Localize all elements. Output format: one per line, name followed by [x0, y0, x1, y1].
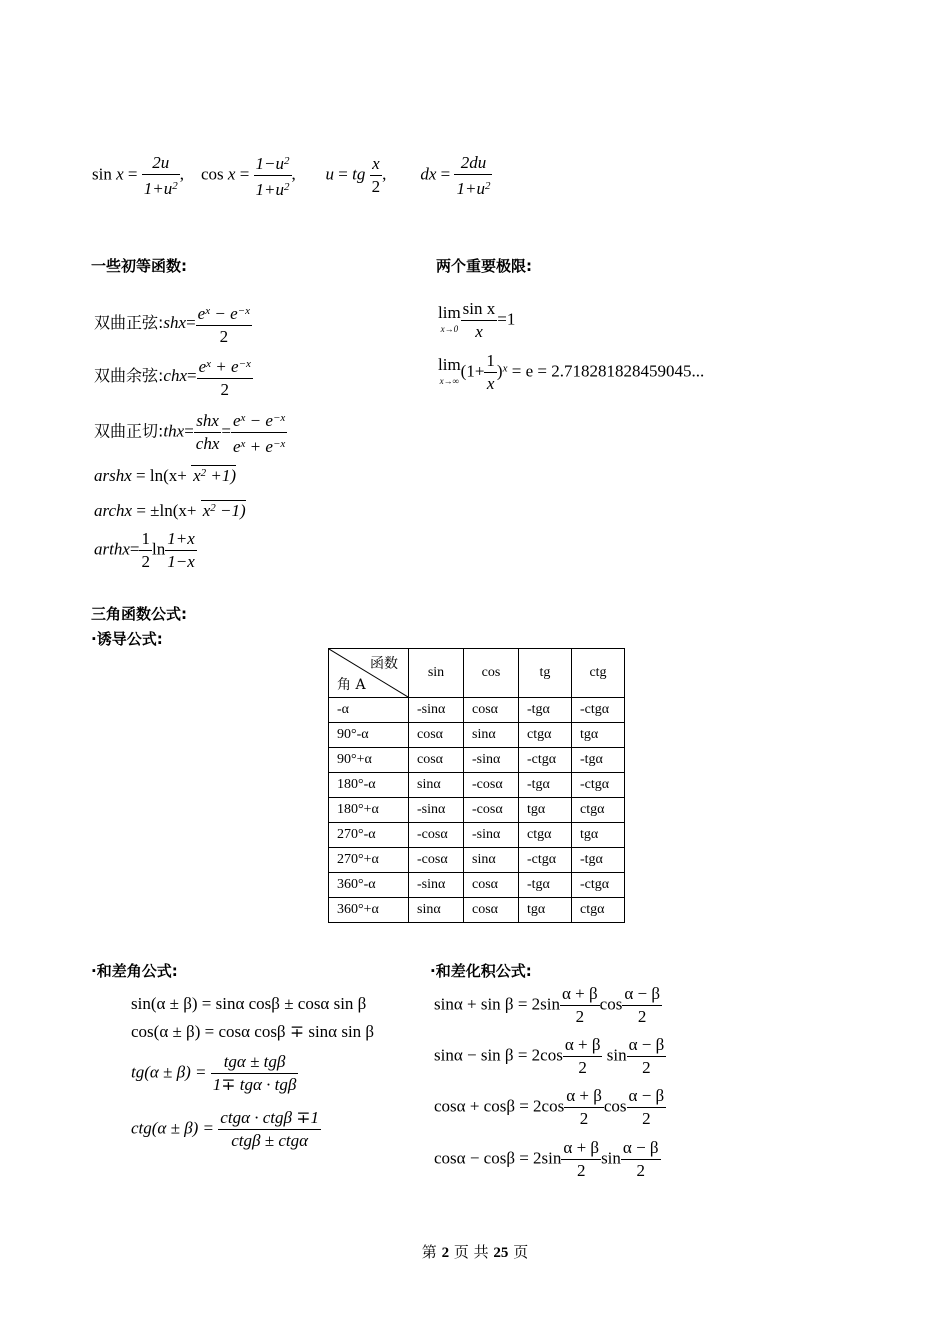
denominator: 2 — [642, 1109, 651, 1128]
sin-sum-formula: sin(α ± β) = sinα cosβ ± cosα sin β — [131, 994, 367, 1013]
heading-important-limits: 两个重要极限: — [436, 257, 532, 275]
angle-cell: 270°+α — [329, 848, 409, 873]
e: e — [231, 357, 239, 376]
denominator — [254, 176, 292, 201]
denominator: 2 — [576, 1161, 586, 1180]
lhs: ctg(α ± β) = — [131, 1118, 215, 1138]
denominator: 2 — [579, 1109, 589, 1128]
rhs: = e = 2.718281828459045... — [511, 361, 705, 381]
angle-cell: 270°-α — [329, 823, 409, 848]
heading-sum-to-product: ·和差化积公式: — [430, 962, 532, 980]
sum-product-formula-4 — [434, 1137, 661, 1182]
value-cell: ctgα — [519, 723, 572, 748]
numerator: α − β — [621, 1137, 661, 1160]
denominator: x — [486, 374, 495, 393]
exp: −x — [238, 358, 251, 370]
value-cell: sinα — [464, 848, 519, 873]
value-cell: -tgα — [519, 698, 572, 723]
value-cell: -cosα — [409, 823, 464, 848]
col-header-tg: tg — [519, 649, 572, 698]
den-text: 1+u — [143, 178, 173, 198]
sinh-fraction — [196, 300, 252, 348]
table-header-row — [329, 649, 625, 698]
half-fraction — [139, 528, 152, 573]
table-row — [329, 723, 625, 748]
numerator — [254, 150, 292, 176]
table-row — [329, 823, 625, 848]
angle-cell: 90°+α — [329, 748, 409, 773]
square: 2 — [200, 467, 207, 479]
value-cell: -tgα — [572, 748, 625, 773]
induction-table-body — [329, 649, 625, 923]
value-cell: -ctgα — [519, 848, 572, 873]
numerator: shx — [194, 410, 222, 433]
footer-prefix: 第 — [421, 1243, 437, 1261]
limit-sinx-over-x — [438, 298, 515, 343]
cos-label: cos — [200, 164, 224, 184]
weierstrass-substitution — [92, 150, 492, 201]
num-text: 1−u — [255, 154, 285, 173]
rhs-c: −1) — [220, 501, 246, 520]
comma: , — [291, 164, 296, 184]
rhs-c: +1) — [210, 466, 237, 485]
lhs: tg(α ± β) = — [131, 1062, 207, 1082]
op: − — [249, 411, 262, 430]
half-sum-fraction — [561, 1137, 601, 1182]
value-cell: -ctgα — [572, 698, 625, 723]
value-cell: -sinα — [409, 798, 464, 823]
heading-sum-difference: ·和差角公式: — [91, 962, 178, 980]
header-function-label: 函数 — [370, 656, 398, 672]
op: + — [249, 437, 262, 456]
numerator: x — [370, 153, 383, 176]
sqrt — [191, 465, 236, 485]
sqrt — [201, 500, 246, 520]
square: 2 — [172, 179, 178, 192]
numerator: 1 — [139, 528, 152, 551]
value-cell: ctgα — [572, 798, 625, 823]
artanh-fraction — [165, 528, 197, 573]
paren-close: ) — [496, 361, 503, 381]
half-sum-fraction — [563, 1034, 603, 1079]
table-row — [329, 698, 625, 723]
square: 2 — [210, 502, 216, 514]
arcosh-var: archx — [94, 501, 133, 520]
half-diff-fraction — [627, 1034, 667, 1079]
denominator — [231, 433, 287, 458]
value-cell: ctgα — [572, 898, 625, 923]
total-pages: 25 — [493, 1245, 509, 1261]
angle-cell: 360°-α — [329, 873, 409, 898]
denominator: ctgβ ± ctgα — [231, 1131, 309, 1150]
tanh-var: thx — [163, 421, 185, 441]
value-cell: tgα — [519, 898, 572, 923]
value-cell: -cosα — [464, 798, 519, 823]
arsinh-var: arshx — [94, 466, 132, 485]
op: + — [215, 357, 227, 376]
sin-label: sin — [92, 164, 112, 184]
numerator: 2u — [142, 152, 180, 175]
mid: sin — [601, 1148, 621, 1168]
artanh-formula: arthx= $\frac{1}{2}$ ln $\frac{1+x}{1-x}$ — [94, 529, 195, 571]
ln: ln — [151, 539, 166, 559]
exp: x — [240, 438, 246, 450]
exp: −x — [237, 305, 250, 317]
artanh-var: arthx — [94, 539, 130, 559]
rhs-a: ln(x+ — [149, 466, 192, 485]
value-cell: sinα — [464, 723, 519, 748]
limit-fraction — [484, 350, 497, 395]
cos-fraction — [254, 150, 292, 201]
value-cell: -tgα — [572, 848, 625, 873]
numerator: α + β — [564, 1085, 604, 1108]
numerator: α + β — [561, 1137, 601, 1160]
numerator: α − β — [627, 1085, 667, 1108]
half-diff-fraction — [621, 1137, 661, 1182]
value-cell: -ctgα — [519, 748, 572, 773]
e: e — [230, 304, 238, 323]
numerator: α − β — [627, 1034, 667, 1057]
angle-cell: 90°-α — [329, 723, 409, 748]
sinh-var: shx — [163, 312, 187, 332]
numerator: 1+x — [165, 528, 197, 551]
col-header-sin: sin — [409, 649, 464, 698]
footer-suffix: 页 — [513, 1243, 529, 1261]
value-cell: -cosα — [464, 773, 519, 798]
lim-text: lim — [438, 354, 461, 374]
comma: , — [179, 164, 184, 184]
exponent: x — [502, 362, 508, 375]
value-cell: cosα — [464, 898, 519, 923]
lim-operator — [438, 354, 461, 389]
footer-mid: 页 共 — [453, 1243, 489, 1261]
numerator — [196, 300, 252, 326]
paren-open: (1+ — [460, 361, 485, 381]
col-header-cos: cos — [464, 649, 519, 698]
value-cell: -cosα — [409, 848, 464, 873]
equals: = — [127, 164, 138, 184]
tanh-formula: 双曲正切:thx= $\frac{\text{shx}}{\text{chx}}$ = $\frac{e^x - e^{-x}}{e^x + e^{-x}}$ — [94, 407, 287, 458]
tg-sum-fraction — [211, 1051, 299, 1096]
value-cell: tgα — [572, 723, 625, 748]
lim-operator — [438, 302, 461, 337]
var-u: u — [325, 164, 335, 184]
op: − — [214, 304, 226, 323]
value-cell: -sinα — [464, 748, 519, 773]
equals: = — [239, 164, 250, 184]
sum-product-formula-3 — [434, 1085, 666, 1130]
heading-trig-formulas: 三角函数公式: — [91, 605, 187, 623]
tg-sum-formula — [131, 1051, 298, 1096]
table-row — [329, 898, 625, 923]
lhs: cosα + cosβ = 2cos — [434, 1096, 565, 1116]
cos-sum-formula: cos(α ± β) = cosα cosβ ∓ sinα sin β — [131, 1022, 375, 1041]
header-angle-label: 角 A — [337, 677, 366, 693]
denominator: 2 — [636, 1161, 645, 1180]
exp: −x — [272, 438, 286, 450]
tg-label: tg — [352, 164, 366, 184]
var-x: x — [227, 164, 236, 184]
equals: = — [338, 164, 348, 184]
denominator: 2 — [578, 1058, 587, 1077]
square: 2 — [284, 181, 290, 193]
ctg-sum-fraction — [218, 1107, 321, 1152]
e: e — [232, 437, 241, 456]
comma: , — [382, 164, 387, 184]
cosh-fraction — [197, 353, 253, 401]
denominator: chx — [195, 434, 220, 453]
exp: −x — [272, 412, 286, 424]
sinh-label: 双曲正弦: — [94, 312, 164, 332]
table-row — [329, 798, 625, 823]
col-header-ctg: ctg — [572, 649, 625, 698]
e: e — [232, 411, 241, 430]
value-cell: tgα — [519, 798, 572, 823]
denominator — [454, 175, 492, 200]
exp: x — [240, 412, 246, 424]
half-sum-fraction — [564, 1085, 604, 1130]
diagonal-header-cell — [329, 649, 409, 698]
equals: = — [440, 164, 451, 184]
denominator: 2 — [642, 1058, 651, 1077]
exp: x — [206, 358, 212, 370]
value-cell: -tgα — [519, 873, 572, 898]
arsinh-formula: arshx = $\ln(x+ x^2 +1)$ — [94, 466, 237, 485]
table-row — [329, 748, 625, 773]
numerator — [197, 353, 253, 379]
table-row — [329, 873, 625, 898]
half-diff-fraction — [627, 1085, 667, 1130]
cosh-formula: 双曲余弦:chx= $\frac{e^x + e^{-x}}{2}$ — [94, 353, 253, 401]
tanh-fraction-1 — [194, 410, 222, 455]
arcosh-formula: archx = $\pm\ln(x+ x^2 -1)$ — [94, 501, 246, 520]
dx-label: dx — [420, 164, 437, 184]
value-cell: cosα — [464, 873, 519, 898]
angle-cell: 360°+α — [329, 898, 409, 923]
value-cell: -tgα — [519, 773, 572, 798]
denominator: x — [475, 322, 483, 341]
sum-product-formula-2 — [434, 1034, 666, 1079]
numerator: α − β — [622, 983, 662, 1006]
angle-cell: -α — [329, 698, 409, 723]
e: e — [197, 304, 206, 323]
value-cell: -sinα — [409, 698, 464, 723]
lim-under: x→∞ — [439, 375, 460, 386]
denominator: 2 — [575, 1007, 585, 1026]
tanh-label: 双曲正切: — [94, 421, 164, 441]
page-number: 2 — [441, 1245, 450, 1261]
value-cell: tgα — [572, 823, 625, 848]
mid: cos — [603, 1096, 627, 1116]
denominator: 1−x — [167, 552, 195, 571]
lhs: sinα + sin β = 2sin — [434, 994, 560, 1014]
value-cell: sinα — [409, 773, 464, 798]
cosh-var: chx — [163, 365, 187, 385]
numerator: ctgα · ctgβ ∓1 — [218, 1107, 321, 1130]
sum-product-formula-1 — [434, 983, 662, 1028]
lim-under: x→0 — [440, 323, 459, 334]
e: e — [265, 411, 273, 430]
induction-table — [328, 648, 625, 923]
denominator: 2 — [220, 380, 229, 399]
half-sum-fraction — [560, 983, 600, 1028]
ctg-sum-formula — [131, 1107, 321, 1152]
limit-fraction — [461, 298, 498, 343]
denominator — [142, 175, 180, 200]
value-cell: ctgα — [519, 823, 572, 848]
denominator: 2 — [371, 177, 381, 196]
square: 2 — [284, 155, 290, 167]
denominator: 2 — [219, 327, 229, 346]
e: e — [265, 437, 273, 456]
numerator: α + β — [563, 1034, 603, 1057]
den-text: 1+u — [456, 178, 485, 198]
angle-cell: 180°-α — [329, 773, 409, 798]
half-angle-fraction — [370, 153, 383, 198]
page-footer — [0, 1241, 950, 1262]
tanh-fraction-2 — [231, 407, 287, 458]
numerator — [231, 407, 287, 433]
value-cell: -ctgα — [572, 873, 625, 898]
e: e — [198, 357, 207, 376]
den-text: 1+u — [255, 180, 285, 199]
half-diff-fraction — [622, 983, 662, 1028]
mid: cos — [599, 994, 623, 1014]
angle-cell: 180°+α — [329, 798, 409, 823]
numerator: 2du — [454, 152, 492, 175]
rhs-b: x — [202, 501, 211, 520]
value-cell: -ctgα — [572, 773, 625, 798]
table-row — [329, 848, 625, 873]
value-cell: cosα — [409, 723, 464, 748]
value-cell: -sinα — [464, 823, 519, 848]
table-row — [329, 773, 625, 798]
diagonal-header — [329, 649, 408, 697]
dx-fraction — [454, 152, 492, 200]
mid: sin — [606, 1045, 627, 1065]
var-x: x — [116, 164, 124, 184]
heading-induction-formulas: ·诱导公式: — [91, 630, 163, 648]
lim-text: lim — [438, 302, 461, 322]
value-cell: cosα — [464, 698, 519, 723]
sin-fraction — [142, 152, 180, 200]
cosh-label: 双曲余弦: — [94, 365, 164, 385]
exp: x — [205, 305, 211, 317]
lhs: sinα − sin β = 2cos — [434, 1045, 563, 1065]
value-cell: sinα — [409, 898, 464, 923]
square: 2 — [484, 179, 491, 192]
heading-elementary-functions: 一些初等函数: — [91, 257, 187, 275]
lhs: cosα − cosβ = 2sin — [434, 1148, 562, 1168]
sinh-formula: 双曲正弦:shx= $\frac{e^x - e^{-x}}{2}$ — [94, 300, 252, 348]
denominator: 1∓ tgα · tgβ — [212, 1075, 297, 1094]
value-cell: cosα — [409, 748, 464, 773]
denominator: 2 — [141, 552, 150, 571]
numerator: α + β — [560, 983, 600, 1006]
value-cell: -sinα — [409, 873, 464, 898]
rhs-b: x — [193, 466, 201, 485]
numerator: sin x — [461, 298, 498, 321]
denominator: 2 — [637, 1007, 647, 1026]
rhs-a: ±ln(x+ — [150, 501, 201, 520]
limit-euler — [438, 350, 704, 395]
rhs: =1 — [497, 309, 516, 329]
numerator: tgα ± tgβ — [211, 1051, 299, 1074]
numerator: 1 — [484, 350, 497, 373]
